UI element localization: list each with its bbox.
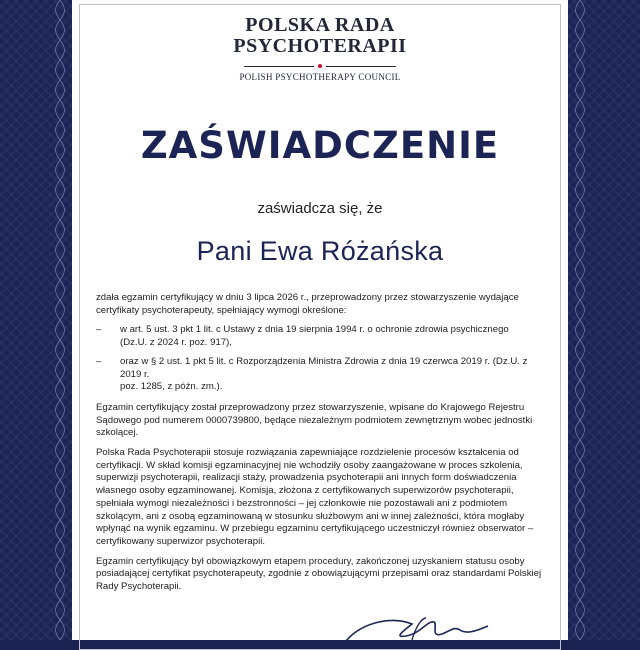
left-guilloche-pattern — [54, 0, 66, 640]
logo-divider — [244, 64, 396, 69]
council-logo — [72, 15, 568, 82]
signature-flourish — [342, 612, 492, 642]
legal-item-line-1: w art. 5 ust. 3 pkt 1 lit. c Ustawy z dnia 19 sierpnia 1994 r. o ochronie zdrowia psychicznego — [120, 324, 509, 336]
legal-item-text — [120, 356, 548, 394]
legal-item-line-2: poz. 1285, z późn. zm.). — [120, 381, 223, 393]
left-decorative-border — [0, 0, 72, 640]
independence-paragraph: Polska Rada Psychoterapii stosuje rozwiązania zapewniające rozdzielenie procesów kształcenia od certyfikacji. W skład komisji egzaminacyjnej nie wchodziły osoby zaangażowane w proces szkolenia, superwizji psychoterapii, realizacji staży, prowadzenia psychoterapii ani innych form doświadczenia własnego osoby egzaminowanej. Komisja, złożona z certyfikowanych superwizorów psychoterapii, spełniała wymogi niezależności i bezstronności – jej członkowie nie pozostawali ani z podmiotem szkolącym, ani z osobą egzaminowaną w stosunku służbowym ani w innej zależności, która mogłaby wpłynąć na wynik egzaminu. W przebiegu egzaminu certyfikującego uczestniczył również obserwator – certyfikowany superwizor psychoterapii. — [96, 447, 534, 547]
certificate-intro: zaświadcza się, że — [257, 200, 383, 217]
right-decorative-border — [568, 0, 640, 640]
procedure-paragraph: Egzamin certyfikujący był obowiązkowym etapem procedury, zakończonej uzyskaniem statusu osoby posiadającej certyfikat psychoterapeuty, zgodnie z obowiązującymi przepisami oraz standardami Polskiej Rady Psychoterapii. — [96, 555, 542, 593]
legal-item-dash: – — [96, 355, 102, 367]
legal-basis-list — [96, 324, 548, 394]
logo-line-1: POLSKA RADA — [245, 14, 395, 36]
legal-item-line-1: oraz w § 2 ust. 1 pkt 5 lit. c Rozporządzenia Ministra Zdrowia z dnia 19 czerwca 2019 r. (Dz.U. z 2019 r. — [120, 355, 528, 380]
legal-item-text — [120, 324, 548, 349]
registry-paragraph: Egzamin certyfikujący został przeprowadzony przez stowarzyszenie, wpisane do Krajowego Rejestru Sądowego pod numerem 0000739800, będące niezależnym podmiotem zewnętrznym wobec jednostki szkolącej. — [96, 401, 533, 439]
legal-item-2 — [96, 356, 548, 394]
legal-item-dash: – — [96, 324, 102, 336]
logo-red-dot — [318, 64, 322, 68]
legal-item-line-2: (Dz.U. z 2024 r. poz. 917), — [120, 337, 232, 349]
certificate-paper — [72, 0, 568, 640]
certificate-title: ZAŚWIADCZENIE — [140, 124, 500, 167]
logo-line-2: PSYCHOTERAPII — [233, 35, 407, 57]
logo-subtitle: POLISH PSYCHOTHERAPY COUNCIL — [239, 72, 401, 82]
certificate-body — [96, 292, 548, 601]
exam-paragraph: zdała egzamin certyfikujący w dniu 3 lipca 2026 r., przeprowadzony przez stowarzyszenie wydające certyfikaty psychoterapeuty, spełniający wymogi określone: — [96, 292, 519, 316]
right-guilloche-pattern — [574, 0, 586, 640]
legal-item-1 — [96, 324, 548, 349]
recipient-name: Pani Ewa Różańska — [196, 236, 444, 266]
